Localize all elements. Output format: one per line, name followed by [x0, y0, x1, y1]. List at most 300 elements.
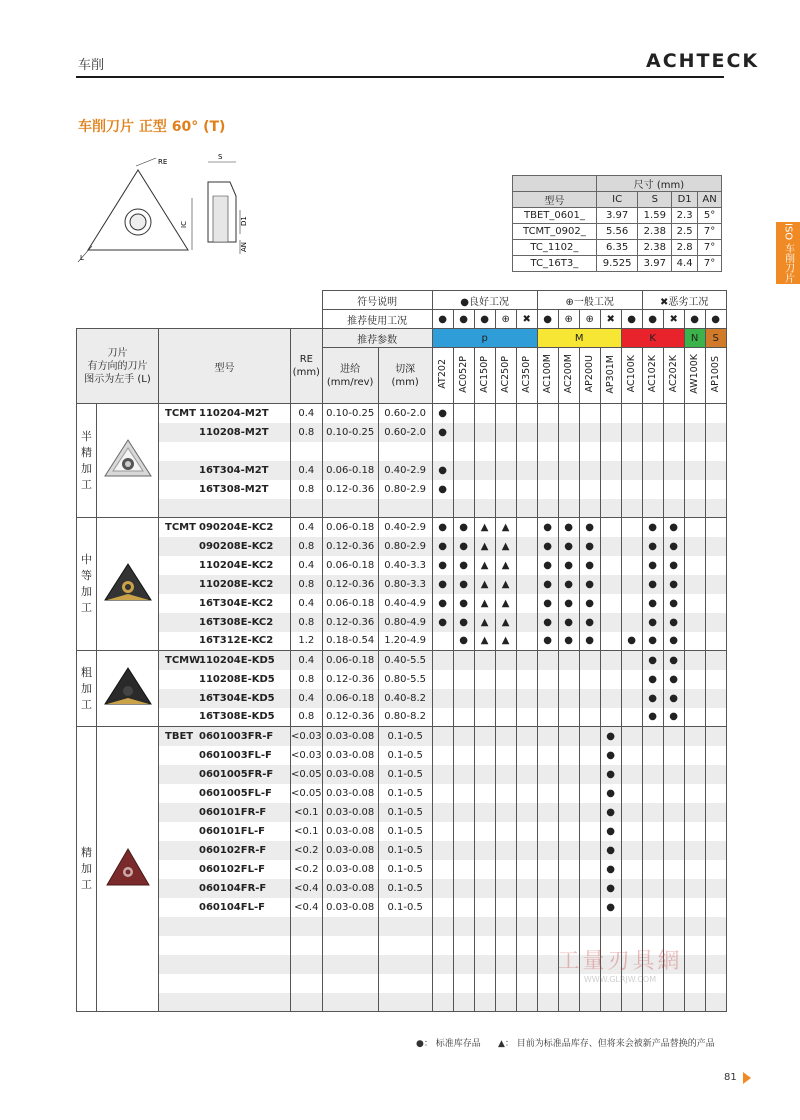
grade-mark [516, 955, 537, 974]
grade-mark: ▲ [474, 556, 495, 575]
grade-mark [453, 784, 474, 803]
grade-mark [579, 651, 600, 670]
grade-mark [537, 461, 558, 480]
model-code: 110208E-KC2 [199, 578, 274, 590]
watermark-url: WWW.GLRJW.COM [583, 975, 657, 984]
grade-mark: ▲ [495, 556, 516, 575]
grade-mark: ● [579, 594, 600, 613]
grade-mark [642, 442, 663, 461]
grade-mark [495, 765, 516, 784]
grade-mark [705, 898, 726, 917]
grade-mark [474, 423, 495, 442]
grade-mark [453, 955, 474, 974]
grade-header [537, 348, 558, 404]
grade-mark [558, 860, 579, 879]
grade-mark [663, 993, 684, 1012]
depth-cell: 0.40-4.9 [378, 594, 432, 613]
grade-mark [537, 879, 558, 898]
dims-cell: 2.38 [638, 240, 672, 256]
grade-mark: ● [453, 575, 474, 594]
grade-mark: ● [642, 518, 663, 537]
model-code: 110208E-KD5 [199, 673, 275, 685]
grade-label: AC202K [668, 355, 680, 393]
model-cell [159, 423, 291, 442]
grade-mark: ● [558, 518, 579, 537]
grade-mark [705, 499, 726, 518]
grade-mark: ● [453, 632, 474, 651]
grade-mark [558, 879, 579, 898]
grade-mark: ● [600, 803, 621, 822]
grade-mark [558, 803, 579, 822]
model-cell [159, 537, 291, 556]
grade-mark [495, 822, 516, 841]
model-cell [159, 955, 291, 974]
re-cell: <0.05 [291, 784, 323, 803]
grade-mark: ● [663, 594, 684, 613]
grade-mark [537, 689, 558, 708]
dims-blank-cell [513, 176, 597, 192]
grade-mark: ● [663, 518, 684, 537]
grade-mark [621, 556, 642, 575]
dims-cell: 1.59 [638, 208, 672, 224]
grade-label: AC150P [479, 355, 491, 393]
table-row [77, 537, 727, 556]
grade-header [684, 348, 705, 404]
grade-mark [684, 746, 705, 765]
grade-mark [495, 423, 516, 442]
dims-row [513, 208, 722, 224]
drawing-label-l: L [80, 254, 84, 262]
band-p: p [432, 329, 537, 348]
grade-mark [621, 423, 642, 442]
feed-cell: 0.03-0.08 [322, 727, 378, 746]
grade-mark: ● [642, 632, 663, 651]
grade-mark [516, 936, 537, 955]
model-code: 16T308E-KC2 [199, 616, 274, 628]
re-cell [291, 955, 323, 974]
grade-mark: ▲ [474, 575, 495, 594]
grade-mark [474, 746, 495, 765]
grade-mark [516, 746, 537, 765]
grade-mark [642, 993, 663, 1012]
insert-m2t-icon [101, 474, 155, 485]
recommend-label: 推荐使用工况 [322, 310, 432, 329]
feed-cell: 0.18-0.54 [322, 632, 378, 651]
depth-cell: 0.80-4.9 [378, 613, 432, 632]
grade-header [558, 348, 579, 404]
insert-image [97, 651, 159, 727]
grade-mark [495, 461, 516, 480]
feed-header [322, 348, 378, 404]
grade-mark [495, 651, 516, 670]
model-cell [159, 613, 291, 632]
grade-mark [642, 499, 663, 518]
grade-mark [474, 898, 495, 917]
grade-mark [579, 841, 600, 860]
grade-mark [495, 746, 516, 765]
grade-mark [432, 974, 453, 993]
model-cell [159, 708, 291, 727]
grade-mark [705, 613, 726, 632]
dims-cell: 2.38 [638, 224, 672, 240]
grade-mark [495, 974, 516, 993]
recommend-symbol: ⊕ [579, 310, 600, 329]
depth-cell: 0.1-0.5 [378, 898, 432, 917]
dims-cell: 3.97 [596, 208, 638, 224]
table-row [77, 822, 727, 841]
grade-mark: ● [537, 575, 558, 594]
grade-mark [663, 860, 684, 879]
grade-mark: ● [432, 518, 453, 537]
grade-mark [579, 993, 600, 1012]
feed-cell: 0.06-0.18 [322, 556, 378, 575]
dims-cell: 4.4 [672, 256, 698, 272]
grade-mark [621, 537, 642, 556]
model-code: 090208E-KC2 [199, 540, 274, 552]
header-rule [76, 76, 724, 78]
grade-mark [684, 556, 705, 575]
depth-cell: 0.1-0.5 [378, 879, 432, 898]
grade-label: AC102K [647, 355, 659, 393]
grade-header [495, 348, 516, 404]
watermark [540, 944, 700, 984]
grade-mark [621, 727, 642, 746]
model-cell [159, 746, 291, 765]
grade-header [516, 348, 537, 404]
grade-mark [600, 670, 621, 689]
grade-mark [558, 689, 579, 708]
grade-mark [642, 898, 663, 917]
grade-mark [516, 461, 537, 480]
feed-cell [322, 993, 378, 1012]
dims-cell: TC_16T3_ [513, 256, 597, 272]
grade-mark [663, 822, 684, 841]
grade-mark [663, 461, 684, 480]
grade-mark: ● [600, 879, 621, 898]
re-header-unit: (mm) [292, 367, 320, 378]
dims-cell: 7° [698, 224, 722, 240]
dims-cell: 3.97 [638, 256, 672, 272]
model-cell [159, 936, 291, 955]
grade-mark [432, 822, 453, 841]
grade-mark [705, 727, 726, 746]
grade-mark [432, 727, 453, 746]
grade-header [474, 348, 495, 404]
re-cell: <0.03 [291, 746, 323, 765]
grade-mark [537, 423, 558, 442]
table-row [77, 556, 727, 575]
table-row [77, 423, 727, 442]
grade-mark [621, 917, 642, 936]
re-cell: <0.2 [291, 860, 323, 879]
grade-mark: ● [432, 556, 453, 575]
grade-mark: ● [432, 575, 453, 594]
grade-mark [684, 708, 705, 727]
grade-mark [453, 746, 474, 765]
insert-kc2-icon [101, 598, 155, 609]
grade-mark [537, 708, 558, 727]
grade-mark [558, 651, 579, 670]
recommend-symbol: ● [642, 310, 663, 329]
grade-mark [516, 670, 537, 689]
grade-mark: ● [558, 632, 579, 651]
grade-mark [705, 480, 726, 499]
re-cell: 0.4 [291, 651, 323, 670]
grade-mark [684, 727, 705, 746]
grade-mark [474, 480, 495, 499]
group-label-text: 粗加工 [81, 665, 92, 711]
grade-mark [705, 955, 726, 974]
recommend-symbol: ● [432, 310, 453, 329]
depth-cell: 0.1-0.5 [378, 860, 432, 879]
grade-mark [537, 404, 558, 423]
recommend-symbol: ● [474, 310, 495, 329]
grade-mark [453, 822, 474, 841]
band-m: M [537, 329, 621, 348]
grade-mark [642, 461, 663, 480]
re-cell [291, 993, 323, 1012]
grade-mark [684, 917, 705, 936]
re-cell: 0.4 [291, 404, 323, 423]
grade-mark [579, 860, 600, 879]
recommend-symbol: ✖ [600, 310, 621, 329]
grade-mark [495, 784, 516, 803]
grade-mark: ▲ [474, 518, 495, 537]
grade-mark [600, 499, 621, 518]
grade-mark [474, 461, 495, 480]
dims-cell: 2.8 [672, 240, 698, 256]
model-code: 110208-M2T [199, 426, 269, 438]
legend-label: 符号说明 [322, 291, 432, 310]
side-tab[interactable]: ISO 车削刀片 [776, 222, 800, 284]
grade-mark [558, 898, 579, 917]
feed-cell: 0.03-0.08 [322, 898, 378, 917]
grade-mark: ● [537, 594, 558, 613]
grade-mark [621, 993, 642, 1012]
grade-mark: ● [579, 575, 600, 594]
grade-mark [579, 423, 600, 442]
grade-mark [663, 841, 684, 860]
re-cell: 0.4 [291, 461, 323, 480]
model-cell [159, 727, 291, 746]
grade-mark [705, 518, 726, 537]
model-cell [159, 803, 291, 822]
table-row [77, 594, 727, 613]
section-title: 车削 [78, 58, 105, 73]
grade-mark: ● [663, 537, 684, 556]
re-header [291, 329, 323, 404]
grade-mark [432, 651, 453, 670]
grade-mark [537, 746, 558, 765]
grade-mark [684, 784, 705, 803]
grade-mark [474, 936, 495, 955]
grade-mark [453, 442, 474, 461]
grade-mark [495, 993, 516, 1012]
grade-mark: ● [537, 613, 558, 632]
re-cell: 0.8 [291, 708, 323, 727]
grade-mark [663, 404, 684, 423]
grade-mark: ● [642, 651, 663, 670]
grade-mark [432, 784, 453, 803]
grade-mark [558, 746, 579, 765]
grade-mark [705, 689, 726, 708]
grade-mark [600, 518, 621, 537]
grade-mark: ● [663, 689, 684, 708]
page-number: 81 [724, 1072, 737, 1083]
next-page-arrow-icon[interactable] [743, 1072, 751, 1084]
model-cell [159, 556, 291, 575]
grade-mark: ● [558, 556, 579, 575]
dims-col-header: 型号 [513, 192, 597, 208]
re-cell: <0.03 [291, 727, 323, 746]
band-s: S [705, 329, 726, 348]
grade-mark: ● [600, 784, 621, 803]
grade-mark [558, 423, 579, 442]
grade-mark: ● [579, 518, 600, 537]
re-cell: 0.8 [291, 575, 323, 594]
grade-mark [558, 822, 579, 841]
insert-header [77, 329, 159, 404]
re-cell: 0.8 [291, 613, 323, 632]
grade-mark [516, 556, 537, 575]
legend-bad: ✖恶劣工况 [642, 291, 726, 310]
grade-mark [663, 746, 684, 765]
grade-mark [453, 917, 474, 936]
grade-mark: ● [600, 746, 621, 765]
grade-mark [684, 841, 705, 860]
grade-mark [537, 803, 558, 822]
grade-mark [621, 689, 642, 708]
grade-mark [537, 917, 558, 936]
drawing-label-ic: IC [180, 221, 188, 228]
grade-label: AC100M [542, 354, 554, 394]
grade-mark [600, 993, 621, 1012]
depth-cell: 0.40-8.2 [378, 689, 432, 708]
insert-image [97, 727, 159, 1012]
feed-cell: 0.12-0.36 [322, 575, 378, 594]
grade-mark: ● [558, 575, 579, 594]
grade-mark [600, 689, 621, 708]
depth-cell: 0.40-5.5 [378, 651, 432, 670]
grade-mark [516, 917, 537, 936]
recommend-symbol: ● [705, 310, 726, 329]
feed-cell [322, 499, 378, 518]
grade-mark [495, 936, 516, 955]
grade-header [600, 348, 621, 404]
grade-mark [474, 499, 495, 518]
grade-mark: ▲ [474, 594, 495, 613]
grade-mark [474, 974, 495, 993]
grade-mark [705, 708, 726, 727]
dims-col-header: D1 [672, 192, 698, 208]
grade-label: AC250P [500, 355, 512, 393]
grade-mark [642, 423, 663, 442]
grade-mark [705, 594, 726, 613]
re-cell: <0.4 [291, 898, 323, 917]
grade-mark [453, 974, 474, 993]
dims-col-header: S [638, 192, 672, 208]
depth-header-unit: (mm) [391, 376, 419, 388]
grade-mark: ● [663, 632, 684, 651]
grade-mark [495, 803, 516, 822]
depth-cell [378, 974, 432, 993]
grade-mark [537, 480, 558, 499]
table-row [77, 480, 727, 499]
insert-selection-table [76, 290, 727, 1012]
legend-general: ⊕一般工况 [537, 291, 642, 310]
grade-mark: ● [600, 822, 621, 841]
grade-mark [432, 689, 453, 708]
dims-cell: 9.525 [596, 256, 638, 272]
grade-mark [684, 613, 705, 632]
grade-mark: ● [579, 556, 600, 575]
grade-mark: ● [432, 480, 453, 499]
re-cell: <0.2 [291, 841, 323, 860]
grade-mark [663, 499, 684, 518]
grade-mark: ● [432, 613, 453, 632]
grade-mark [579, 765, 600, 784]
grade-mark [453, 841, 474, 860]
grade-mark [642, 860, 663, 879]
dims-cell: TCMT_0902_ [513, 224, 597, 240]
depth-cell [378, 499, 432, 518]
feed-cell: 0.12-0.36 [322, 537, 378, 556]
grade-mark [516, 651, 537, 670]
grade-mark [579, 689, 600, 708]
grade-mark [705, 632, 726, 651]
grade-mark [621, 898, 642, 917]
model-cell [159, 917, 291, 936]
grade-mark: ● [453, 518, 474, 537]
depth-header [378, 348, 432, 404]
grade-mark [432, 898, 453, 917]
dims-col-header: IC [596, 192, 638, 208]
grade-mark [684, 594, 705, 613]
depth-cell: 0.80-2.9 [378, 480, 432, 499]
grade-mark [495, 879, 516, 898]
grade-mark [621, 594, 642, 613]
grade-mark [705, 765, 726, 784]
model-code: 16T304E-KD5 [199, 692, 275, 704]
grade-mark [432, 803, 453, 822]
grade-mark [516, 708, 537, 727]
drawing-label-re: RE [158, 158, 168, 166]
re-header-label: RE [299, 354, 313, 365]
grade-mark [600, 537, 621, 556]
feed-cell: 0.03-0.08 [322, 803, 378, 822]
grade-mark [432, 670, 453, 689]
grade-mark [579, 461, 600, 480]
grade-mark [600, 404, 621, 423]
re-cell: 1.2 [291, 632, 323, 651]
grade-mark [579, 480, 600, 499]
feed-cell: 0.10-0.25 [322, 423, 378, 442]
grade-mark: ● [558, 537, 579, 556]
model-prefix: TCMW [165, 654, 201, 666]
grade-mark [621, 765, 642, 784]
model-cell [159, 898, 291, 917]
grade-mark [642, 746, 663, 765]
insert-header-title: 刀片 [107, 347, 128, 359]
grade-mark [663, 917, 684, 936]
grade-mark [684, 404, 705, 423]
grade-mark [558, 442, 579, 461]
grade-mark [432, 879, 453, 898]
feed-cell: 0.03-0.08 [322, 841, 378, 860]
depth-cell: 0.1-0.5 [378, 765, 432, 784]
watermark-text: 工量刃具網 [557, 949, 683, 974]
recommend-symbol: ● [684, 310, 705, 329]
